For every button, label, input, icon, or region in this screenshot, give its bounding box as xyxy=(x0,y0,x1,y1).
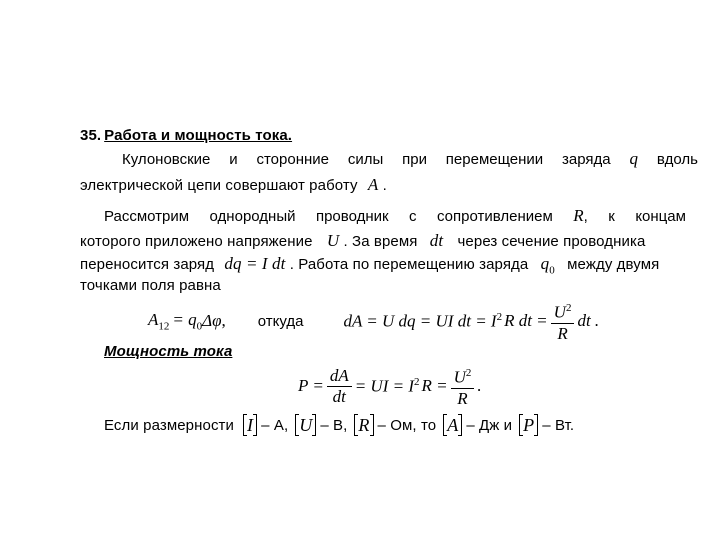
work-rhs xyxy=(343,311,547,332)
paragraph-2-line-4 xyxy=(80,277,221,294)
text: U xyxy=(453,367,466,387)
text: . За время xyxy=(343,233,418,250)
superscript: 2 xyxy=(465,367,472,380)
text: точками поля равна xyxy=(80,277,221,294)
text: – А, xyxy=(261,416,289,434)
word: сопротивлением xyxy=(437,208,553,225)
power-heading: Мощность тока xyxy=(104,343,233,360)
text: , xyxy=(583,208,588,225)
text: Если размерности xyxy=(104,416,235,434)
subscript: 12 xyxy=(158,320,170,333)
text: . xyxy=(477,376,482,395)
numerator xyxy=(451,363,475,389)
unit-bracket-resistance: R xyxy=(354,414,373,436)
work-symbol: A xyxy=(367,175,379,194)
work-equation xyxy=(148,295,599,347)
unit-bracket-voltage: U xyxy=(295,414,316,436)
text: – Ом, то xyxy=(377,416,437,434)
text: dt . xyxy=(577,311,600,330)
voltage-symbol: U xyxy=(326,231,340,250)
unit-bracket-current: I xyxy=(243,414,257,436)
section-heading xyxy=(80,127,292,144)
superscript: 2 xyxy=(496,310,503,323)
text: dA = U dq = UI dt = I xyxy=(343,311,497,331)
denominator: dt xyxy=(332,386,346,406)
paragraph-2-line-2 xyxy=(80,231,645,251)
text: через сечение проводника xyxy=(457,233,646,250)
section-title: Работа и мощность тока. xyxy=(104,127,293,144)
word: Рассмотрим xyxy=(104,208,190,225)
text: = q xyxy=(172,309,197,329)
text: переносится заряд xyxy=(80,256,215,273)
fraction-u2-over-r xyxy=(551,298,575,344)
resistance-symbol: R xyxy=(573,206,584,225)
power-lhs: P = xyxy=(298,376,324,395)
power-mid xyxy=(355,376,448,397)
text: электрической цепи совершают работу xyxy=(80,177,358,194)
superscript: 2 xyxy=(414,375,420,388)
charge-symbol: q xyxy=(629,149,638,168)
text: между двумя xyxy=(567,256,660,273)
text: которого приложено напряжение xyxy=(80,233,313,250)
word: и xyxy=(229,151,238,168)
text: – Вт. xyxy=(542,416,575,434)
charge-differential: dq = I dt xyxy=(224,254,286,273)
section-number: 35. xyxy=(80,127,102,144)
text: A xyxy=(148,309,159,329)
text: R dt = xyxy=(504,311,548,331)
time-differential: dt xyxy=(429,231,444,250)
word: при xyxy=(402,151,427,168)
word: вдоль xyxy=(656,151,698,168)
subscript: 0 xyxy=(196,320,203,333)
word: проводник xyxy=(315,208,389,225)
unit-bracket-work: A xyxy=(443,414,462,436)
paragraph-1-line-2 xyxy=(80,175,387,195)
text: , xyxy=(221,311,226,330)
fraction-u2-over-r xyxy=(451,363,475,409)
text: . xyxy=(382,177,387,194)
charge-q0 xyxy=(172,310,202,332)
text: – В, xyxy=(320,416,348,434)
word: перемещении xyxy=(445,151,544,168)
word: концам xyxy=(635,208,686,225)
word: силы xyxy=(347,151,384,168)
paragraph-2-line-3 xyxy=(80,254,659,276)
text: . Работа по перемещению заряда xyxy=(289,256,529,273)
paragraph-2-line-1 xyxy=(104,208,686,226)
text: U xyxy=(553,302,566,322)
denominator: R xyxy=(457,388,468,408)
work-lhs xyxy=(148,310,169,332)
numerator: dA xyxy=(327,366,352,387)
word: с xyxy=(409,208,417,225)
unit-bracket-power: P xyxy=(519,414,538,436)
word: Кулоновские xyxy=(122,151,211,168)
numerator xyxy=(551,298,575,324)
charge-q0 xyxy=(540,254,555,277)
word: сторонние xyxy=(256,151,329,168)
potential-difference: Δφ xyxy=(202,311,222,330)
paragraph-1-line-1 xyxy=(122,151,698,169)
power-equation xyxy=(298,360,482,412)
word: заряда xyxy=(562,151,611,168)
text: q xyxy=(540,254,550,273)
word: к xyxy=(608,208,615,225)
superscript: 2 xyxy=(565,302,572,315)
subscript: 0 xyxy=(549,264,555,277)
text: = UI = I xyxy=(354,376,414,396)
units-line xyxy=(104,414,574,436)
denominator: R xyxy=(557,323,568,343)
word: однородный xyxy=(209,208,296,225)
text: – Дж и xyxy=(466,416,513,434)
text: откуда xyxy=(257,312,304,330)
resistance-group xyxy=(573,208,588,226)
text: R = xyxy=(421,376,448,396)
fraction-da-over-dt xyxy=(327,366,352,407)
